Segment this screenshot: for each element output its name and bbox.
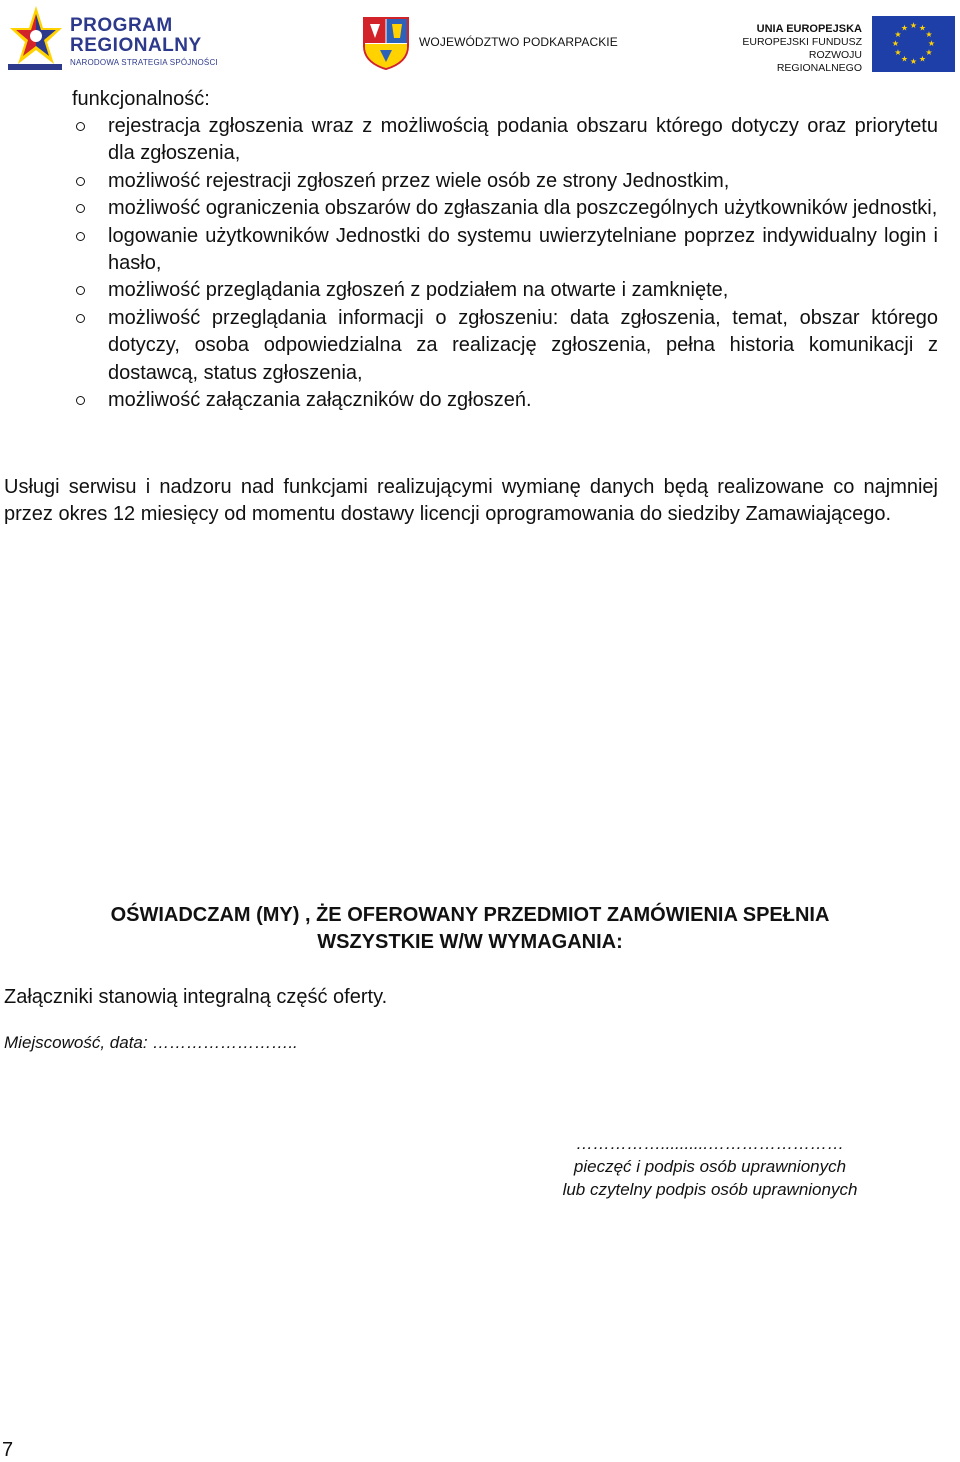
- list-item-text: możliwość przeglądania informacji o zgłoszeniu: data zgłoszenia, temat, obszar którego dotyczy, osoba odpowiedzialna za realizację zgłoszenia, pełna historia komunikacji z dostawcą, status zgłoszenia,: [108, 306, 938, 384]
- page-number: 7: [2, 1439, 14, 1461]
- list-item-text: logowanie użytkowników Jednostki do systemu uwierzytelniane poprzez indywidualny login i hasło,: [108, 224, 938, 275]
- declaration-heading: [40, 902, 900, 957]
- star-emblem-icon: [6, 4, 64, 72]
- list-item: [72, 223, 938, 278]
- declaration-line2: WSZYSTKIE W/W WYMAGANIA:: [317, 931, 623, 954]
- eu-logo-line2: EUROPEJSKI FUNDUSZ: [742, 36, 862, 48]
- functionality-list: [72, 113, 938, 414]
- page-header: [0, 0, 960, 78]
- list-item: [72, 113, 938, 168]
- program-logo-line3: NARODOWA STRATEGIA SPÓJNOŚCI: [70, 58, 218, 67]
- program-logo-line2: REGIONALNY: [70, 35, 202, 56]
- circle-bullet-icon: [76, 396, 85, 405]
- circle-bullet-icon: [76, 177, 85, 186]
- list-item-text: możliwość rejestracji zgłoszeń przez wiele osób ze strony Jednostkim,: [108, 169, 730, 192]
- svg-text:★: ★: [900, 23, 909, 33]
- signature-block: [490, 1132, 930, 1201]
- declaration-line1: OŚWIADCZAM (MY) , ŻE OFEROWANY PRZEDMIOT ZAMÓWIENIA SPEŁNIA: [110, 904, 830, 926]
- list-item-text: możliwość przeglądania zgłoszeń z podziałem na otwarte i zamknięte,: [108, 279, 729, 302]
- wojewodztwo-name: WOJEWÓDZTWO PODKARPACKIE: [419, 35, 618, 49]
- service-paragraph: Usługi serwisu i nadzoru nad funkcjami realizującymi wymianę danych będą realizowane co najmniej przez okres 12 miesięcy od momentu dostawy licencji oprogramowania do siedziby Zamawiającego.: [4, 476, 938, 526]
- svg-text:★: ★: [909, 57, 918, 66]
- svg-text:★: ★: [891, 39, 900, 48]
- eu-logo: [722, 16, 956, 72]
- list-item: [72, 195, 938, 222]
- eu-flag-icon: [872, 16, 955, 72]
- functionality-heading: funkcjonalność:: [72, 88, 210, 110]
- signature-line2: lub czytelny podpis osób uprawnionych: [562, 1180, 858, 1199]
- list-item-text: możliwość załączania załączników do zgłoszeń.: [108, 389, 532, 412]
- list-item: [72, 277, 938, 304]
- svg-text:★: ★: [918, 23, 927, 33]
- circle-bullet-icon: [76, 204, 85, 213]
- place-date-field: Miejscowość, data: ……………………..: [4, 1033, 298, 1052]
- circle-bullet-icon: [76, 122, 85, 131]
- list-item: [72, 305, 938, 387]
- eu-logo-line3: ROZWOJU REGIONALNEGO: [776, 49, 862, 74]
- list-item-text: rejestracja zgłoszenia wraz z możliwością podania obszaru którego dotyczy oraz priorytetu dla zgłoszenia,: [108, 115, 938, 165]
- list-item: [72, 387, 938, 414]
- svg-text:★: ★: [900, 54, 909, 64]
- circle-bullet-icon: [76, 232, 85, 241]
- svg-text:★: ★: [894, 30, 902, 39]
- svg-text:★: ★: [894, 48, 902, 57]
- program-regionalny-logo: [6, 4, 238, 72]
- coat-of-arms-icon: [362, 16, 410, 70]
- svg-text:★: ★: [918, 54, 927, 64]
- signature-line1: pieczęć i podpis osób uprawnionych: [573, 1157, 847, 1176]
- list-item: [72, 168, 938, 195]
- circle-bullet-icon: [76, 286, 85, 295]
- svg-text:★: ★: [925, 30, 933, 39]
- svg-text:★: ★: [927, 39, 936, 48]
- attachments-note: Załączniki stanowią integralną część oferty.: [4, 986, 388, 1008]
- list-item-text: możliwość ograniczenia obszarów do zgłaszania dla poszczególnych użytkowników jednostki,: [108, 197, 938, 220]
- eu-logo-line1: UNIA EUROPEJSKA: [756, 23, 862, 35]
- circle-bullet-icon: [76, 314, 85, 323]
- wojewodztwo-logo: [362, 16, 622, 72]
- program-logo-line1: PROGRAM: [70, 15, 173, 36]
- svg-text:★: ★: [909, 21, 918, 30]
- signature-dots: ……………..........……………………: [575, 1134, 845, 1153]
- svg-text:★: ★: [925, 48, 933, 57]
